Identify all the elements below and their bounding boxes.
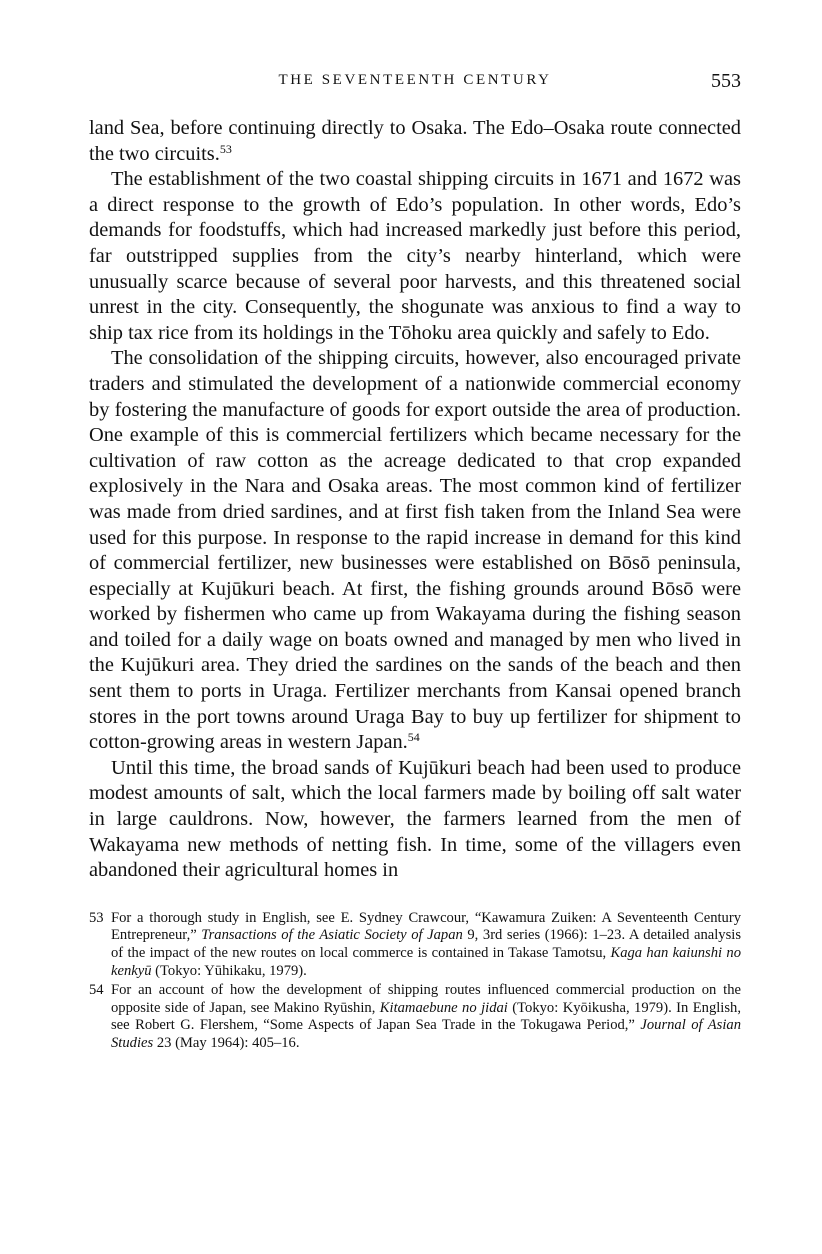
running-title: THE SEVENTEENTH CENTURY (278, 72, 552, 88)
paragraph-text: The establishment of the two coastal shipping circuits in 1671 and 1672 was a direct response to the growth of Edo’s population. In other words, Edo’s demands for foodstuffs, which had increased markedly just before this period, far outstripped supplies from the city’s nearby hinterland, which were unusually scarce because of several poor harvests, and this threatened social unrest in the city. Consequently, the shogunate was anxious to find a way to ship tax rice from its holdings in the Tōhoku area quickly and safely to Edo. (89, 168, 741, 344)
paragraph-text: land Sea, before continuing directly to Osaka. The Edo–Osaka route connected the two circuits. (89, 117, 741, 165)
footnote-title: Kaga han kaiunshi no kenkyū (111, 945, 741, 979)
footnote-text (111, 982, 741, 1052)
paragraph (89, 346, 741, 756)
footnote-reference[interactable]: 53 (219, 141, 232, 156)
footnote-text (111, 910, 741, 980)
footnotes (89, 910, 741, 1053)
paragraph (89, 756, 741, 884)
body-text (89, 116, 741, 884)
footnote-text-part: 9, 3rd series (1966): 1–23. A detailed analysis of the impact of the new routes on local commerce is contained in Takase Tamotsu, (111, 927, 741, 961)
paragraph-text: The consolidation of the shipping circuits, however, also encouraged private traders and stimulated the development of a nationwide commercial economy by fostering the manufacture of goods for export outside the area of production. One example of this is commercial fertilizers which became necessary for the cultivation of raw cotton as the acreage dedicated to that crop expanded explosively in the Nara and Osaka areas. The most common kind of fertilizer was made from dried sardines, and at first fish taken from the Inland Sea were used for this purpose. In response to the rapid increase in demand for this kind of commercial fertilizer, new businesses were established on Bōsō peninsula, especially at Kujūkuri beach. At first, the fishing grounds around Bōsō were worked by fishermen who came up from Wakayama during the fishing season and toiled for a daily wage on boats owned and managed by men who lived in the Kujūkuri area. They dried the sardines on the sands of the beach and then sent them to ports in Uraga. Fertilizer merchants from Kansai opened branch stores in the port towns around Uraga Bay to buy up fertilizer for shipment to cotton-growing areas in western Japan. (89, 347, 741, 754)
footnote-text-part: (Tokyo: Yūhikaku, 1979). (151, 962, 307, 979)
book-page (89, 70, 741, 1055)
footnote (89, 982, 741, 1052)
page-number: 553 (711, 70, 741, 92)
footnote-text-part: (Tokyo: Kyōikusha, 1979). In English, see Robert G. Flershem, “Some Aspects of Japan Sea Trade in the Tokugawa Period,” (111, 999, 741, 1034)
paragraph-text: Until this time, the broad sands of Kujūkuri beach had been used to produce modest amounts of salt, which the local farmers made by boiling off salt water in large cauldrons. Now, however, the farmers learned from the men of Wakayama new methods of netting fish. In time, some of the villagers even abandoned their agricultural homes in (89, 756, 741, 882)
footnote-title: Journal of Asian Studies (111, 1017, 742, 1051)
footnote-reference[interactable]: 54 (407, 730, 420, 745)
page-header (89, 70, 741, 100)
footnote-title: Kitamaebune no jidai (379, 999, 508, 1016)
footnote-number: 53 (89, 909, 104, 926)
paragraph (89, 116, 741, 167)
footnote-text-part: For a thorough study in English, see E. Sydney Crawcour, “Kawamura Zuiken: A Seventeenth Century Entrepreneur,” (111, 909, 741, 944)
footnote (89, 910, 741, 980)
paragraph (89, 167, 741, 346)
footnote-number: 54 (89, 982, 104, 999)
footnote-text-part: 23 (May 1964): 405–16. (153, 1034, 300, 1051)
footnote-title: Transactions of the Asiatic Society of Japan (201, 927, 463, 944)
footnote-text-part: For an account of how the development of shipping routes influenced commercial production on the opposite side of Japan, see Makino Ryūshin, (111, 982, 741, 1016)
